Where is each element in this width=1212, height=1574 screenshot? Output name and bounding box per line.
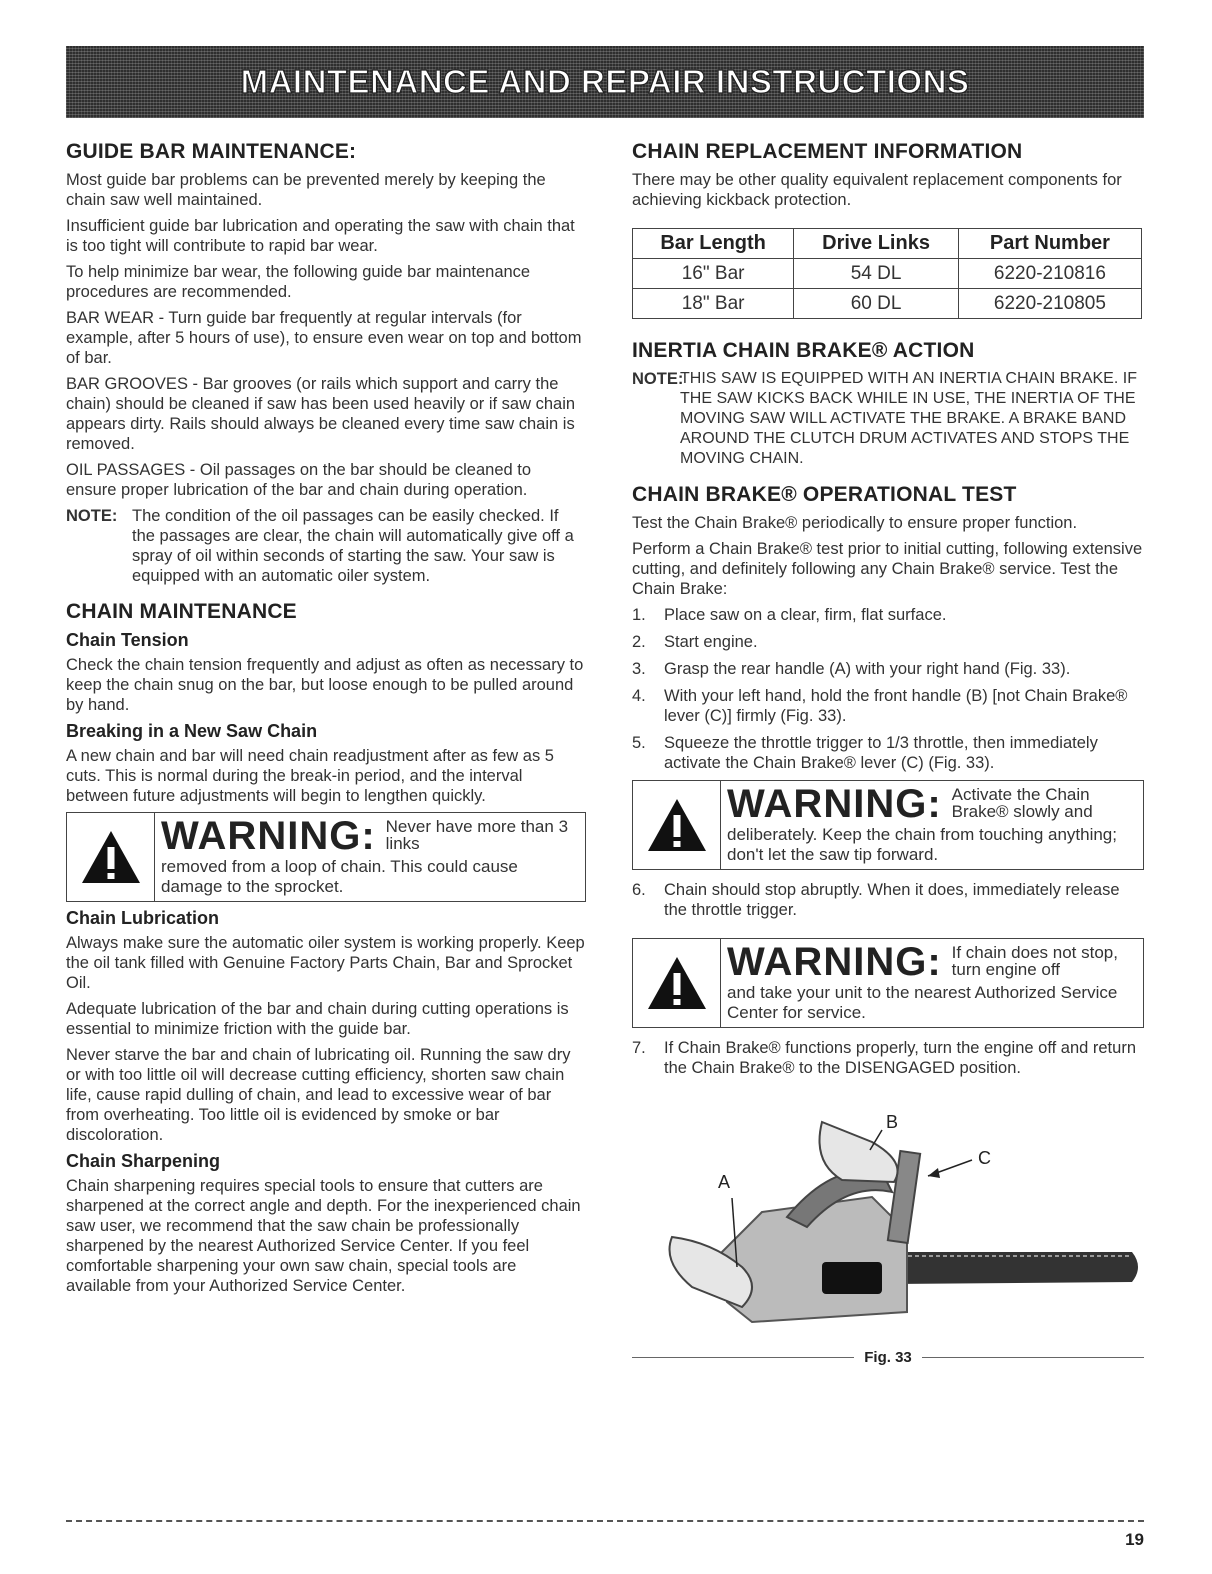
table-cell: 54 DL <box>794 259 959 289</box>
oil-passage-note <box>66 506 586 586</box>
table-row <box>633 259 1142 289</box>
list-item: 2. Start engine. <box>632 633 758 651</box>
list-item: 5. Squeeze the throttle trigger to 1/3 throttle, then immediately activate the Chain Brake® lever (C) (Fig. 33). <box>632 734 1098 772</box>
warning-triangle-icon <box>633 939 721 1027</box>
warning-box-links <box>66 812 586 902</box>
inertia-note <box>632 369 1144 469</box>
brake-test-step-6 <box>632 880 1144 920</box>
warning-triangle-icon <box>633 781 721 869</box>
warning-box-activate <box>632 780 1144 870</box>
warning-side-text: If chain does not stop, turn engine off <box>951 943 1118 979</box>
footer-divider <box>66 1520 1144 1522</box>
note-text: THIS SAW IS EQUIPPED WITH AN INERTIA CHAIN BRAKE. IF THE SAW KICKS BACK WHILE IN USE, THE INERTIA OF THE MOVING SAW WILL ACTIVATE THE BRAKE. A BRAKE BAND AROUND THE CLUTCH DRUM ACTIVATES AND STOPS THE MOVING CHAIN. <box>680 370 1137 467</box>
warning-word: WARNING: <box>727 782 942 826</box>
guide-bar-heading: GUIDE BAR MAINTENANCE: <box>66 140 357 163</box>
guide-bar-paragraph-1: Most guide bar problems can be prevented merely by keeping the chain saw well maintained. <box>66 171 546 209</box>
warning-rest-text: and take your unit to the nearest Authorized Service Center for service. <box>727 983 1118 1022</box>
chain-replacement-heading: CHAIN REPLACEMENT INFORMATION <box>632 140 1023 163</box>
note-label: NOTE: <box>632 370 684 388</box>
table-cell: 18" Bar <box>633 289 794 319</box>
guide-bar-paragraph-3: To help minimize bar wear, the following guide bar maintenance procedures are recommended. <box>66 263 531 301</box>
left-column <box>66 140 586 1302</box>
table-cell: 6220-210805 <box>958 289 1141 319</box>
figure-label-c: C <box>978 1148 991 1168</box>
col-header-drive-links: Drive Links <box>794 229 959 259</box>
chain-sharpening-heading: Chain Sharpening <box>66 1151 221 1171</box>
list-item: 4. With your left hand, hold the front handle (B) [not Chain Brake® lever (C)] firmly (Fig. 33). <box>632 687 1128 725</box>
warning-triangle-icon <box>67 813 155 901</box>
table-cell: 16" Bar <box>633 259 794 289</box>
lubrication-paragraph-1: Always make sure the automatic oiler system is working properly. Keep the oil tank filled with Genuine Factory Parts Chain, Bar and Sprocket Oil. <box>66 934 585 992</box>
list-item: 1. Place saw on a clear, firm, flat surface. <box>632 606 947 624</box>
guide-bar-paragraph-2: Insufficient guide bar lubrication and operating the saw with chain that is too tight will contribute to rapid bar wear. <box>66 217 575 255</box>
figure-33 <box>632 1102 1144 1366</box>
table-cell: 6220-210816 <box>958 259 1141 289</box>
col-header-part-number: Part Number <box>958 229 1141 259</box>
chain-tension-text: Check the chain tension frequently and adjust as often as necessary to keep the chain snug on the bar, but loose enough to be pulled around by hand. <box>66 656 584 714</box>
chain-lubrication-heading: Chain Lubrication <box>66 908 219 928</box>
chain-replacement-text: There may be other quality equivalent replacement components for achieving kickback protection. <box>632 171 1122 209</box>
col-header-bar-length: Bar Length <box>633 229 794 259</box>
page-banner <box>66 46 1144 118</box>
chain-saw-illustration <box>632 1102 1144 1342</box>
page-banner-title: MAINTENANCE AND REPAIR INSTRUCTIONS <box>240 63 970 100</box>
brake-test-paragraph-2: Perform a Chain Brake® test prior to initial cutting, following extensive cutting, and definitely following any Chain Brake® service. Test the Chain Brake: <box>632 540 1143 598</box>
warning-word: WARNING: <box>727 940 942 984</box>
figure-label-a: A <box>718 1172 731 1192</box>
figure-label-b: B <box>886 1112 899 1132</box>
page-number: 19 <box>1125 1530 1144 1549</box>
chain-maintenance-heading: CHAIN MAINTENANCE <box>66 600 297 623</box>
warning-word: WARNING: <box>161 814 376 858</box>
chain-tension-heading: Chain Tension <box>66 630 189 650</box>
breaking-in-text: A new chain and bar will need chain readjustment after as few as 5 cuts. This is normal during the break-in period, and the interval between future adjustments will begin to lengthen quickly. <box>66 747 554 805</box>
bar-wear-paragraph: BAR WEAR - Turn guide bar frequently at regular intervals (for example, after 5 hours of use), to ensure even wear on top and bottom of bar. <box>66 309 582 367</box>
lubrication-paragraph-2: Adequate lubrication of the bar and chain during cutting operations is essential to minimize friction with the guide bar. <box>66 1000 569 1038</box>
figure-caption <box>632 1349 1144 1366</box>
parts-table-header-row <box>633 229 1142 259</box>
list-item: 7. If Chain Brake® functions properly, turn the engine off and return the Chain Brake® to the DISENGAGED position. <box>632 1039 1136 1077</box>
parts-table <box>632 228 1142 319</box>
brake-test-steps <box>632 605 1144 773</box>
brake-test-heading: CHAIN BRAKE® OPERATIONAL TEST <box>632 483 1017 506</box>
chain-sharpening-text: Chain sharpening requires special tools to ensure that cutters are sharpened at the correct angle and depth. For the inexperienced chain saw user, we recommend that the saw chain be professionally sharpened by the nearest Authorized Service Center. If you feel comfortable sharpening your own saw chain, special tools are available from your Authorized Service Center. <box>66 1177 581 1295</box>
warning-rest-text: removed from a loop of chain. This could cause damage to the sprocket. <box>161 857 518 896</box>
list-item: 3. Grasp the rear handle (A) with your right hand (Fig. 33). <box>632 660 1071 678</box>
lubrication-paragraph-3: Never starve the bar and chain of lubricating oil. Running the saw dry or with too little oil will decrease cutting efficiency, shorten saw chain life, cause rapid dulling of chain, and lead to excessive wear of bar from overheating. Too little oil is evidenced by smoke or bar discoloration. <box>66 1046 571 1144</box>
list-item: 6. Chain should stop abruptly. When it does, immediately release the throttle trigger. <box>632 881 1120 919</box>
warning-side-text: Never have more than 3 links <box>385 817 569 853</box>
breaking-in-heading: Breaking in a New Saw Chain <box>66 721 318 741</box>
table-cell: 60 DL <box>794 289 959 319</box>
figure-caption-label: Fig. 33 <box>864 1349 912 1366</box>
inertia-brake-heading: INERTIA CHAIN BRAKE® ACTION <box>632 339 975 362</box>
right-column <box>632 140 1144 1366</box>
warning-side-text: Activate the Chain Brake® slowly and <box>951 785 1093 821</box>
note-text: The condition of the oil passages can be easily checked. If the passages are clear, the chain will automatically give off a spray of oil within seconds of starting the saw. Your saw is equipped with an automatic oiler system. <box>132 507 574 585</box>
bar-grooves-paragraph: BAR GROOVES - Bar grooves (or rails which support and carry the chain) should be cleaned if saw has been used heavily or if saw chain appears dirty. Rails should always be cleaned every time saw chain is removed. <box>66 375 576 453</box>
brake-test-paragraph-1: Test the Chain Brake® periodically to ensure proper function. <box>632 514 1078 532</box>
table-row <box>633 289 1142 319</box>
note-label: NOTE: <box>66 507 118 525</box>
warning-rest-text: deliberately. Keep the chain from touching anything; don't let the saw tip forward. <box>727 825 1117 864</box>
oil-passages-paragraph: OIL PASSAGES - Oil passages on the bar should be cleaned to ensure proper lubrication of the bar and chain during operation. <box>66 461 532 499</box>
warning-box-service <box>632 938 1144 1028</box>
brake-test-step-7 <box>632 1038 1144 1078</box>
